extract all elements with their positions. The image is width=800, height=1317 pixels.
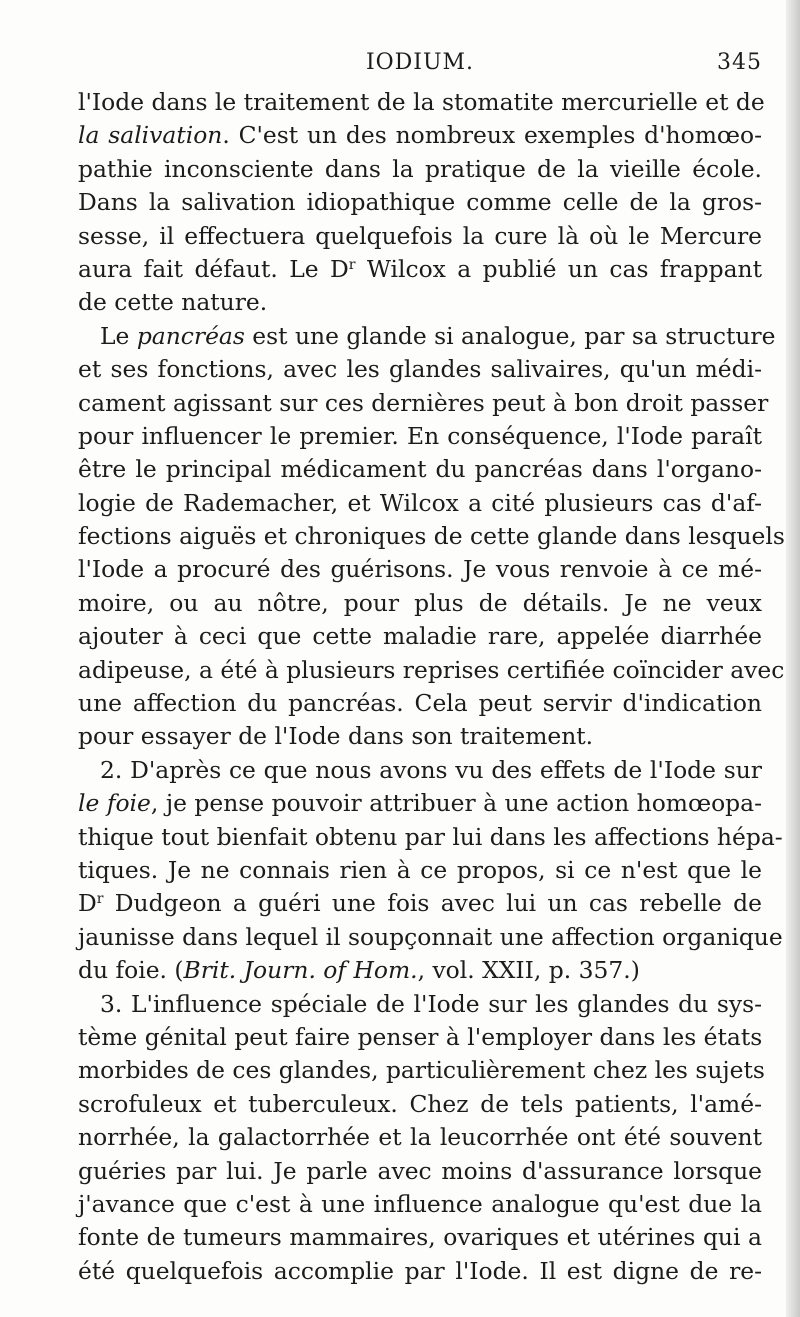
text-line: logie de Rademacher, et Wilcox a cité plusieurs cas d'af-: [78, 488, 762, 517]
running-title: IODIUM.: [365, 50, 475, 75]
text-line: guéries par lui. Je parle avec moins d'assurance lorsque: [78, 1156, 762, 1185]
text-line: jaunisse dans lequel il soupçonnait une affection organique: [78, 922, 783, 951]
page-edge-shadow: [786, 0, 800, 1317]
text-line: et ses fonctions, avec les glandes salivaires, qu'un médi-: [78, 355, 762, 384]
text-line: pour essayer de l'Iode dans son traitement.: [78, 722, 594, 751]
page-number: 345: [717, 50, 762, 75]
text-line: scrofuleux et tuberculeux. Chez de tels patients, l'amé-: [78, 1089, 762, 1118]
text-line: fections aiguës et chroniques de cette glande dans lesquels: [78, 522, 785, 551]
text-line: 3. L'influence spéciale de l'Iode sur les glandes du sys-: [100, 989, 762, 1018]
text-line: l'Iode dans le traitement de la stomatite mercurielle et de: [78, 88, 765, 116]
text-line: été quelquefois accomplie par l'Iode. Il est digne de re-: [78, 1256, 762, 1285]
text-line: moire, ou au nôtre, pour plus de détails. Je ne veux: [78, 588, 762, 617]
text-line: norrhée, la galactorrhée et la leucorrhée ont été souvent: [78, 1123, 762, 1152]
text-line: sesse, il effectuera quelquefois la cure là où le Mercure: [78, 221, 762, 250]
text-line: fonte de tumeurs mammaires, ovariques et utérines qui a: [78, 1223, 762, 1252]
text-line: ajouter à ceci que cette maladie rare, appelée diarrhée: [78, 622, 762, 651]
text-line: du foie. (Brit. Journ. of Hom., vol. XXII, p. 357.): [78, 956, 640, 985]
running-head: [78, 50, 762, 86]
body-text: [78, 86, 785, 1288]
text-line: j'avance que c'est à une influence analogue qu'est due la: [78, 1189, 762, 1218]
text-line: $D^r$ Dudgeon a guéri une fois avec lui un cas rebelle de: [78, 889, 762, 918]
text-line: cament agissant sur ces dernières peut à bon droit passer: [78, 388, 769, 417]
text-line: tème génital peut faire penser à l'employer dans les états: [78, 1022, 763, 1051]
text-line: une affection du pancréas. Cela peut servir d'indication: [78, 689, 762, 718]
text-line: être le principal médicament du pancréas dans l'organo-: [78, 455, 762, 484]
text-line: 2. D'après ce que nous avons vu des effets de l'Iode sur: [100, 755, 762, 784]
text-line: Le pancréas est une glande si analogue, par sa structure: [100, 321, 776, 350]
text-line: aura fait défaut. Le $D^r$ Wilcox a publié un cas frappant: [78, 254, 763, 283]
text-line: pour influencer le premier. En conséquence, l'Iode paraît: [78, 421, 762, 450]
text-line: adipeuse, a été à plusieurs reprises certifiée coïncider avec: [78, 655, 785, 684]
text-line: morbides de ces glandes, particulièrement chez les sujets: [78, 1056, 765, 1085]
text-line: l'Iode a procuré des guérisons. Je vous renvoie à ce mé-: [78, 555, 762, 584]
text-line: thique tout bienfait obtenu par lui dans les affections hépa-: [78, 822, 783, 851]
text-line: tiques. Je ne connais rien à ce propos, si ce n'est que le: [78, 855, 762, 884]
text-line: de cette nature.: [78, 288, 268, 317]
text-line: Dans la salivation idiopathique comme celle de la gros-: [78, 188, 762, 217]
book-page: [78, 50, 785, 1288]
text-line: la salivation. C'est un des nombreux exemples d'homœo-: [78, 121, 762, 150]
text-line: pathie inconsciente dans la pratique de la vieille école.: [78, 154, 762, 183]
text-line: le foie, je pense pouvoir attribuer à une action homœopa-: [78, 789, 762, 818]
